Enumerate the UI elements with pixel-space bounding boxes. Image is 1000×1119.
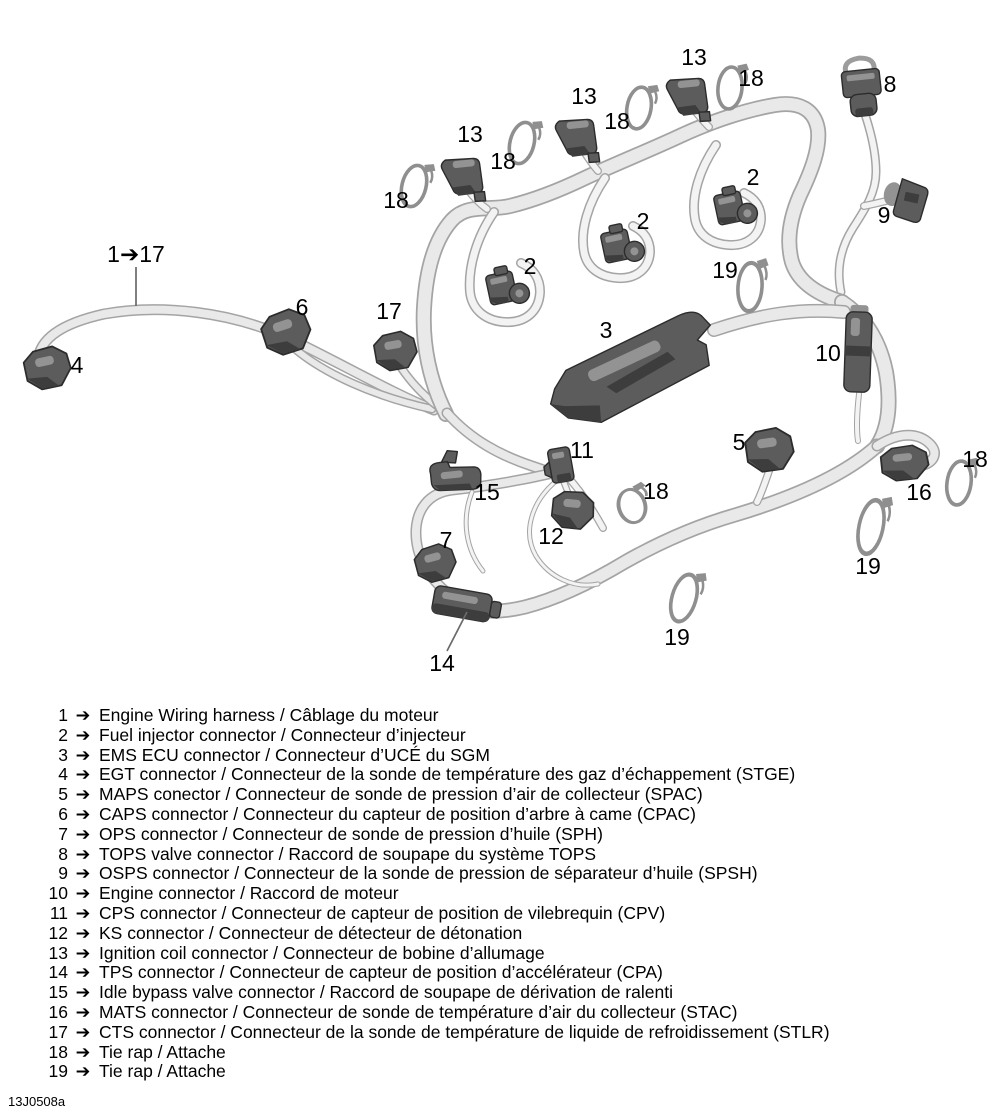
callout-idle-bypass: 15 — [474, 479, 500, 505]
legend-item-label: TOPS valve connector / Raccord de soupape du système TOPS — [99, 843, 597, 864]
legend-item-number: 11 — [49, 902, 68, 923]
legend-item — [0, 805, 1000, 825]
callout-tierap: 18 — [962, 446, 988, 472]
figure-code: 13J0508a — [8, 1094, 66, 1109]
egt-connector — [22, 344, 74, 392]
legend-arrow-icon: ➔ — [75, 1041, 91, 1062]
legend-item — [0, 904, 1000, 924]
mats-connector — [880, 444, 930, 482]
callout-harness-range: 1➔17 — [107, 241, 165, 267]
callout-tierap: 19 — [855, 553, 881, 579]
legend-item-label: MATS connector / Connecteur de sonde de température d’air du collecteur (STAC) — [99, 1001, 738, 1022]
legend-arrow-icon: ➔ — [75, 982, 91, 1003]
legend-item — [0, 845, 1000, 865]
legend-arrow-icon: ➔ — [75, 1001, 91, 1022]
legend-item-label: CPS connector / Connecteur de capteur de position de vilebrequin (CPV) — [99, 902, 666, 923]
legend-item-label: OSPS connector / Connecteur de la sonde de pression de séparateur d’huile (SPSH) — [99, 863, 758, 884]
legend-item-label: Idle bypass valve connector / Raccord de soupape de dérivation de ralenti — [99, 982, 673, 1003]
legend-item-label: OPS connector / Connecteur de sonde de pression d’huile (SPH) — [99, 823, 603, 844]
legend-item-number: 6 — [58, 803, 68, 824]
callout-injector: 2 — [523, 253, 537, 279]
callout-ops: 7 — [439, 527, 453, 553]
callout-tps: 14 — [429, 650, 455, 676]
legend-item-number: 2 — [58, 724, 68, 745]
callout-ecu: 3 — [599, 317, 613, 343]
callout-maps: 5 — [732, 429, 746, 455]
tie-rap — [736, 256, 769, 312]
legend-item-number: 12 — [48, 922, 68, 943]
callout-coil-1: 13 — [457, 121, 483, 147]
legend-item-label: TPS connector / Connecteur de capteur de position d’accélérateur (CPA) — [99, 962, 663, 983]
callout-caps: 6 — [295, 294, 309, 320]
legend-item-number: 4 — [58, 764, 68, 785]
legend-item-label: EGT connector / Connecteur de la sonde de température des gaz d’échappement (STGE) — [99, 764, 796, 785]
legend-item-label: Engine connector / Raccord de moteur — [99, 883, 399, 904]
callout-ks: 12 — [538, 523, 564, 549]
legend-item — [0, 884, 1000, 904]
tie-rap — [854, 491, 895, 557]
legend-item — [0, 1003, 1000, 1023]
legend-item — [0, 983, 1000, 1003]
legend-item-number: 1 — [58, 705, 68, 725]
legend-item — [0, 726, 1000, 746]
legend-item-number: 19 — [48, 1061, 68, 1082]
legend-item — [0, 924, 1000, 944]
callout-tops-valve: 8 — [883, 71, 897, 97]
legend-item-label: CTS connector / Connecteur de la sonde de température de liquide de refroidissement (STLR) — [99, 1021, 830, 1042]
legend-item — [0, 1023, 1000, 1043]
legend-item-label: Ignition coil connector / Connecteur de bobine d’allumage — [99, 942, 545, 963]
legend-item-label: KS connector / Connecteur de détecteur de détonation — [99, 922, 523, 943]
legend-arrow-icon: ➔ — [75, 942, 91, 963]
legend-item — [0, 963, 1000, 983]
cts-connector — [372, 329, 419, 372]
callout-osps: 9 — [877, 202, 891, 228]
legend-arrow-icon: ➔ — [75, 744, 91, 765]
legend-item-number: 3 — [58, 744, 68, 765]
legend-item-number: 15 — [48, 982, 68, 1003]
callout-injector: 2 — [746, 164, 760, 190]
legend-item — [0, 706, 1000, 726]
legend-item — [0, 825, 1000, 845]
callout-coil-2: 13 — [571, 83, 597, 109]
legend-item-number: 14 — [48, 962, 68, 983]
legend-item-number: 5 — [58, 784, 68, 805]
ignition-coil-connector — [554, 110, 607, 172]
ems-ecu-connector — [540, 305, 728, 438]
callout-tierap: 19 — [712, 257, 738, 283]
harness-tube-main — [38, 103, 935, 611]
legend-item-label: EMS ECU connector / Connecteur d’UCÉ du SGM — [99, 744, 490, 765]
legend-arrow-icon: ➔ — [75, 1021, 91, 1042]
legend-item-number: 10 — [48, 883, 68, 904]
legend-arrow-icon: ➔ — [75, 823, 91, 844]
legend-item — [0, 746, 1000, 766]
legend-item-number: 13 — [48, 942, 68, 963]
callout-tierap: 18 — [490, 148, 516, 174]
legend-arrow-icon: ➔ — [75, 902, 91, 923]
callout-tierap: 18 — [604, 108, 630, 134]
legend-arrow-icon: ➔ — [75, 764, 91, 785]
callout-tierap: 19 — [664, 624, 690, 650]
legend-arrow-icon: ➔ — [75, 705, 91, 725]
legend-arrow-icon: ➔ — [75, 863, 91, 884]
legend-item — [0, 1062, 1000, 1082]
legend-item — [0, 864, 1000, 884]
callout-cts: 17 — [376, 298, 402, 324]
legend-arrow-icon: ➔ — [75, 803, 91, 824]
legend-item-label: Tie rap / Attache — [99, 1061, 226, 1082]
legend-item-number: 7 — [58, 823, 68, 844]
callout-egt: 4 — [70, 352, 84, 378]
legend-arrow-icon: ➔ — [75, 784, 91, 805]
parts-legend — [0, 706, 1000, 1082]
legend-item-number: 8 — [58, 843, 68, 864]
callout-mats: 16 — [906, 479, 932, 505]
callout-coil-3: 13 — [681, 44, 707, 70]
tie-rap — [666, 566, 709, 626]
legend-arrow-icon: ➔ — [75, 883, 91, 904]
legend-item-number: 17 — [48, 1021, 68, 1042]
legend-arrow-icon: ➔ — [75, 724, 91, 745]
legend-arrow-icon: ➔ — [75, 843, 91, 864]
callout-cps: 11 — [570, 437, 594, 463]
legend-item-label: Tie rap / Attache — [99, 1041, 226, 1062]
legend-item — [0, 785, 1000, 805]
legend-item-number: 9 — [58, 863, 68, 884]
legend-item — [0, 1043, 1000, 1063]
maps-connector — [744, 426, 796, 474]
legend-arrow-icon: ➔ — [75, 1061, 91, 1082]
legend-item-label: MAPS conector / Connecteur de sonde de pression d’air de collecteur (SPAC) — [99, 784, 703, 805]
callout-tierap: 18 — [643, 478, 669, 504]
callout-engine-connector: 10 — [815, 340, 841, 366]
legend-item-label: Fuel injector connector / Connecteur d’injecteur — [99, 724, 466, 745]
engine-connector — [844, 305, 873, 393]
tops-valve-connector — [840, 56, 884, 118]
legend-item-number: 16 — [48, 1001, 68, 1022]
legend-item-number: 18 — [48, 1041, 68, 1062]
legend-arrow-icon: ➔ — [75, 922, 91, 943]
legend-item — [0, 765, 1000, 785]
callout-injector: 2 — [636, 208, 650, 234]
callout-tierap: 18 — [383, 187, 409, 213]
legend-item — [0, 944, 1000, 964]
callout-tierap: 18 — [738, 65, 764, 91]
legend-item-label: CAPS connector / Connecteur du capteur de position d’arbre à came (CPAC) — [99, 803, 696, 824]
legend-item-label: Engine Wiring harness / Câblage du moteur — [99, 705, 439, 725]
legend-arrow-icon: ➔ — [75, 962, 91, 983]
